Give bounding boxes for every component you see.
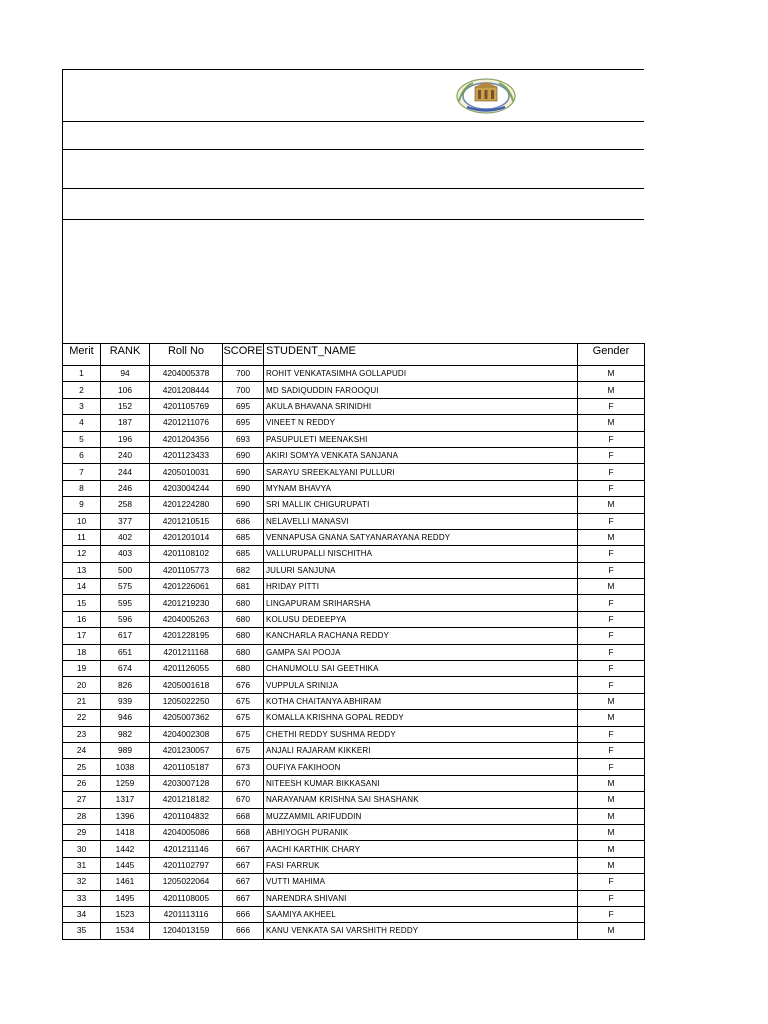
cell-gender: F (578, 398, 645, 414)
cell-roll-no: 4201104832 (150, 808, 223, 824)
cell-gender: M (578, 808, 645, 824)
cell-gender: F (578, 464, 645, 480)
cell-merit: 7 (63, 464, 101, 480)
cell-merit: 15 (63, 595, 101, 611)
cell-roll-no: 4203004244 (150, 480, 223, 496)
cell-student-name: AKIRI SOMYA VENKATA SANJANA (264, 447, 578, 463)
col-header-merit: Merit (63, 344, 101, 366)
cell-student-name: HRIDAY PITTI (264, 579, 578, 595)
cell-student-name: KANCHARLA RACHANA REDDY (264, 628, 578, 644)
cell-score: 695 (223, 415, 264, 431)
cell-score: 700 (223, 382, 264, 398)
header-row-4 (63, 189, 644, 220)
cell-roll-no: 4201113116 (150, 906, 223, 922)
table-row (63, 431, 645, 447)
cell-rank: 1317 (101, 792, 150, 808)
cell-roll-no: 1204013159 (150, 923, 223, 939)
cell-student-name: KANU VENKATA SAI VARSHITH REDDY (264, 923, 578, 939)
cell-merit: 6 (63, 447, 101, 463)
cell-rank: 187 (101, 415, 150, 431)
cell-roll-no: 4201105773 (150, 562, 223, 578)
table-row (63, 906, 645, 922)
cell-gender: M (578, 824, 645, 840)
cell-student-name: VENNAPUSA GNANA SATYANARAYANA REDDY (264, 529, 578, 545)
cell-score: 680 (223, 628, 264, 644)
cell-merit: 13 (63, 562, 101, 578)
table-header-row (63, 344, 645, 366)
cell-gender: F (578, 480, 645, 496)
cell-gender: F (578, 628, 645, 644)
cell-score: 667 (223, 890, 264, 906)
cell-student-name: LINGAPURAM SRIHARSHA (264, 595, 578, 611)
cell-rank: 826 (101, 677, 150, 693)
table-row (63, 415, 645, 431)
cell-gender: M (578, 923, 645, 939)
cell-student-name: NARAYANAM KRISHNA SAI SHASHANK (264, 792, 578, 808)
cell-merit: 2 (63, 382, 101, 398)
cell-rank: 617 (101, 628, 150, 644)
cell-roll-no: 4201208444 (150, 382, 223, 398)
cell-score: 676 (223, 677, 264, 693)
table-row (63, 562, 645, 578)
cell-rank: 1445 (101, 857, 150, 873)
cell-merit: 26 (63, 775, 101, 791)
cell-score: 690 (223, 464, 264, 480)
cell-merit: 34 (63, 906, 101, 922)
cell-score: 673 (223, 759, 264, 775)
cell-score: 680 (223, 661, 264, 677)
cell-roll-no: 1205022250 (150, 693, 223, 709)
cell-roll-no: 4201226061 (150, 579, 223, 595)
cell-gender: F (578, 677, 645, 693)
cell-score: 681 (223, 579, 264, 595)
cell-student-name: AACHI KARTHIK CHARY (264, 841, 578, 857)
table-row (63, 366, 645, 382)
cell-roll-no: 4201218182 (150, 792, 223, 808)
table-row (63, 710, 645, 726)
cell-gender: F (578, 726, 645, 742)
cell-roll-no: 1205022064 (150, 874, 223, 890)
cell-rank: 946 (101, 710, 150, 726)
table-row (63, 382, 645, 398)
cell-rank: 106 (101, 382, 150, 398)
cell-score: 685 (223, 546, 264, 562)
cell-score: 668 (223, 824, 264, 840)
cell-roll-no: 4201211076 (150, 415, 223, 431)
cell-roll-no: 4205010031 (150, 464, 223, 480)
cell-score: 675 (223, 726, 264, 742)
cell-roll-no: 4201224280 (150, 497, 223, 513)
cell-student-name: FASI FARRUK (264, 857, 578, 873)
cell-roll-no: 4201108102 (150, 546, 223, 562)
cell-merit: 29 (63, 824, 101, 840)
cell-student-name: NARENDRA SHIVANI (264, 890, 578, 906)
cell-student-name: GAMPA SAI POOJA (264, 644, 578, 660)
table-row (63, 775, 645, 791)
cell-score: 670 (223, 792, 264, 808)
cell-roll-no: 4201108005 (150, 890, 223, 906)
cell-gender: F (578, 890, 645, 906)
cell-merit: 24 (63, 742, 101, 758)
table-row (63, 595, 645, 611)
cell-student-name: VALLURUPALLI NISCHITHA (264, 546, 578, 562)
col-header-score: SCORE (223, 344, 264, 366)
cell-rank: 152 (101, 398, 150, 414)
cell-score: 668 (223, 808, 264, 824)
cell-score: 667 (223, 841, 264, 857)
cell-rank: 1442 (101, 841, 150, 857)
table-row (63, 611, 645, 627)
header-row-5 (63, 220, 644, 343)
cell-score: 675 (223, 693, 264, 709)
header-row-1 (63, 70, 644, 122)
cell-roll-no: 4201211168 (150, 644, 223, 660)
table-row (63, 824, 645, 840)
cell-rank: 240 (101, 447, 150, 463)
table-row (63, 398, 645, 414)
table-row (63, 480, 645, 496)
cell-roll-no: 4201102797 (150, 857, 223, 873)
cell-rank: 1396 (101, 808, 150, 824)
cell-gender: F (578, 661, 645, 677)
cell-student-name: JULURI SANJUNA (264, 562, 578, 578)
cell-student-name: VINEET N REDDY (264, 415, 578, 431)
cell-roll-no: 4201123433 (150, 447, 223, 463)
cell-rank: 94 (101, 366, 150, 382)
cell-rank: 500 (101, 562, 150, 578)
cell-roll-no: 4201230057 (150, 742, 223, 758)
cell-gender: M (578, 693, 645, 709)
table-row (63, 726, 645, 742)
cell-student-name: MUZZAMMIL ARIFUDDIN (264, 808, 578, 824)
cell-student-name: VUTTI MAHIMA (264, 874, 578, 890)
table-row (63, 513, 645, 529)
merit-list-sheet (62, 69, 644, 940)
cell-roll-no: 4201105769 (150, 398, 223, 414)
cell-merit: 35 (63, 923, 101, 939)
cell-score: 700 (223, 366, 264, 382)
cell-score: 680 (223, 644, 264, 660)
cell-roll-no: 4204005086 (150, 824, 223, 840)
cell-rank: 674 (101, 661, 150, 677)
col-header-student-name: STUDENT_NAME (264, 344, 578, 366)
cell-gender: M (578, 415, 645, 431)
table-row (63, 447, 645, 463)
cell-gender: M (578, 857, 645, 873)
cell-merit: 25 (63, 759, 101, 775)
cell-student-name: SAAMIYA AKHEEL (264, 906, 578, 922)
cell-gender: F (578, 644, 645, 660)
cell-rank: 1461 (101, 874, 150, 890)
cell-rank: 196 (101, 431, 150, 447)
table-row (63, 759, 645, 775)
cell-roll-no: 4201211146 (150, 841, 223, 857)
cell-gender: F (578, 595, 645, 611)
cell-merit: 22 (63, 710, 101, 726)
cell-gender: F (578, 611, 645, 627)
cell-score: 693 (223, 431, 264, 447)
cell-score: 670 (223, 775, 264, 791)
cell-student-name: SARAYU SREEKALYANI PULLURI (264, 464, 578, 480)
table-row (63, 497, 645, 513)
cell-merit: 12 (63, 546, 101, 562)
table-row (63, 890, 645, 906)
cell-score: 695 (223, 398, 264, 414)
table-row (63, 464, 645, 480)
cell-merit: 17 (63, 628, 101, 644)
table-row (63, 628, 645, 644)
cell-roll-no: 4201204356 (150, 431, 223, 447)
table-row (63, 579, 645, 595)
cell-student-name: SRI MALLIK CHIGURUPATI (264, 497, 578, 513)
cell-student-name: CHETHI REDDY SUSHMA REDDY (264, 726, 578, 742)
cell-gender: M (578, 841, 645, 857)
table-row (63, 644, 645, 660)
cell-gender: F (578, 759, 645, 775)
cell-rank: 575 (101, 579, 150, 595)
cell-merit: 5 (63, 431, 101, 447)
cell-student-name: OUFIYA FAKIHOON (264, 759, 578, 775)
cell-roll-no: 4201105187 (150, 759, 223, 775)
cell-rank: 1418 (101, 824, 150, 840)
cell-gender: M (578, 382, 645, 398)
cell-merit: 4 (63, 415, 101, 431)
cell-roll-no: 4201210515 (150, 513, 223, 529)
cell-roll-no: 4201126055 (150, 661, 223, 677)
cell-score: 682 (223, 562, 264, 578)
cell-merit: 30 (63, 841, 101, 857)
table-row (63, 841, 645, 857)
cell-gender: F (578, 742, 645, 758)
cell-gender: F (578, 874, 645, 890)
cell-merit: 33 (63, 890, 101, 906)
cell-rank: 989 (101, 742, 150, 758)
cell-score: 680 (223, 611, 264, 627)
cell-merit: 9 (63, 497, 101, 513)
col-header-rank: RANK (101, 344, 150, 366)
cell-rank: 1523 (101, 906, 150, 922)
cell-roll-no: 4201219230 (150, 595, 223, 611)
col-header-gender: Gender (578, 344, 645, 366)
cell-merit: 31 (63, 857, 101, 873)
cell-student-name: CHANUMOLU SAI GEETHIKA (264, 661, 578, 677)
cell-rank: 246 (101, 480, 150, 496)
cell-score: 675 (223, 710, 264, 726)
cell-student-name: VUPPULA SRINIJA (264, 677, 578, 693)
cell-roll-no: 4205007362 (150, 710, 223, 726)
cell-rank: 244 (101, 464, 150, 480)
cell-student-name: KOLUSU DEDEEPYA (264, 611, 578, 627)
cell-student-name: KOMALLA KRISHNA GOPAL REDDY (264, 710, 578, 726)
cell-gender: M (578, 775, 645, 791)
table-row (63, 677, 645, 693)
cell-gender: F (578, 546, 645, 562)
cell-student-name: KOTHA CHAITANYA ABHIRAM (264, 693, 578, 709)
cell-rank: 1534 (101, 923, 150, 939)
cell-roll-no: 4201201014 (150, 529, 223, 545)
cell-merit: 3 (63, 398, 101, 414)
cell-merit: 28 (63, 808, 101, 824)
cell-student-name: ANJALI RAJARAM KIKKERI (264, 742, 578, 758)
cell-gender: F (578, 906, 645, 922)
cell-rank: 1495 (101, 890, 150, 906)
cell-student-name: NELAVELLI MANASVI (264, 513, 578, 529)
cell-roll-no: 4203007128 (150, 775, 223, 791)
table-row (63, 742, 645, 758)
cell-student-name: ROHIT VENKATASIMHA GOLLAPUDI (264, 366, 578, 382)
cell-rank: 651 (101, 644, 150, 660)
cell-student-name: MYNAM BHAVYA (264, 480, 578, 496)
cell-rank: 1038 (101, 759, 150, 775)
cell-student-name: NITEESH KUMAR BIKKASANI (264, 775, 578, 791)
cell-student-name: ABHIYOGH PURANIK (264, 824, 578, 840)
cell-score: 667 (223, 874, 264, 890)
cell-merit: 1 (63, 366, 101, 382)
cell-score: 667 (223, 857, 264, 873)
cell-gender: M (578, 710, 645, 726)
cell-gender: M (578, 366, 645, 382)
header-row-3 (63, 150, 644, 189)
cell-score: 690 (223, 447, 264, 463)
cell-student-name: MD SADIQUDDIN FAROOQUI (264, 382, 578, 398)
cell-merit: 19 (63, 661, 101, 677)
cell-merit: 20 (63, 677, 101, 693)
cell-score: 690 (223, 497, 264, 513)
col-header-roll-no: Roll No (150, 344, 223, 366)
cell-rank: 939 (101, 693, 150, 709)
cell-roll-no: 4204005263 (150, 611, 223, 627)
cell-rank: 1259 (101, 775, 150, 791)
merit-table (62, 343, 645, 940)
cell-merit: 10 (63, 513, 101, 529)
cell-score: 680 (223, 595, 264, 611)
cell-gender: F (578, 431, 645, 447)
table-body (63, 366, 645, 940)
cell-merit: 11 (63, 529, 101, 545)
document-header-block (62, 69, 644, 343)
cell-rank: 982 (101, 726, 150, 742)
cell-score: 675 (223, 742, 264, 758)
cell-score: 686 (223, 513, 264, 529)
cell-roll-no: 4204005378 (150, 366, 223, 382)
table-row (63, 546, 645, 562)
table-row (63, 693, 645, 709)
cell-gender: M (578, 792, 645, 808)
cell-rank: 595 (101, 595, 150, 611)
cell-merit: 16 (63, 611, 101, 627)
cell-score: 690 (223, 480, 264, 496)
cell-merit: 32 (63, 874, 101, 890)
table-row (63, 857, 645, 873)
table-row (63, 529, 645, 545)
cell-gender: F (578, 513, 645, 529)
table-row (63, 874, 645, 890)
cell-gender: M (578, 529, 645, 545)
cell-merit: 23 (63, 726, 101, 742)
cell-roll-no: 4205001618 (150, 677, 223, 693)
cell-rank: 402 (101, 529, 150, 545)
cell-gender: M (578, 497, 645, 513)
cell-score: 666 (223, 923, 264, 939)
cell-score: 685 (223, 529, 264, 545)
cell-rank: 596 (101, 611, 150, 627)
header-row-2 (63, 122, 644, 150)
cell-rank: 377 (101, 513, 150, 529)
cell-merit: 8 (63, 480, 101, 496)
table-row (63, 661, 645, 677)
cell-gender: M (578, 579, 645, 595)
table-row (63, 923, 645, 939)
cell-score: 666 (223, 906, 264, 922)
table-row (63, 808, 645, 824)
institution-logo (455, 77, 517, 115)
cell-student-name: AKULA BHAVANA SRINIDHI (264, 398, 578, 414)
table-row (63, 792, 645, 808)
cell-gender: F (578, 447, 645, 463)
cell-rank: 258 (101, 497, 150, 513)
cell-merit: 27 (63, 792, 101, 808)
cell-merit: 18 (63, 644, 101, 660)
cell-rank: 403 (101, 546, 150, 562)
cell-roll-no: 4201228195 (150, 628, 223, 644)
cell-student-name: PASUPULETI MEENAKSHI (264, 431, 578, 447)
cell-merit: 21 (63, 693, 101, 709)
cell-roll-no: 4204002308 (150, 726, 223, 742)
cell-merit: 14 (63, 579, 101, 595)
cell-gender: F (578, 562, 645, 578)
